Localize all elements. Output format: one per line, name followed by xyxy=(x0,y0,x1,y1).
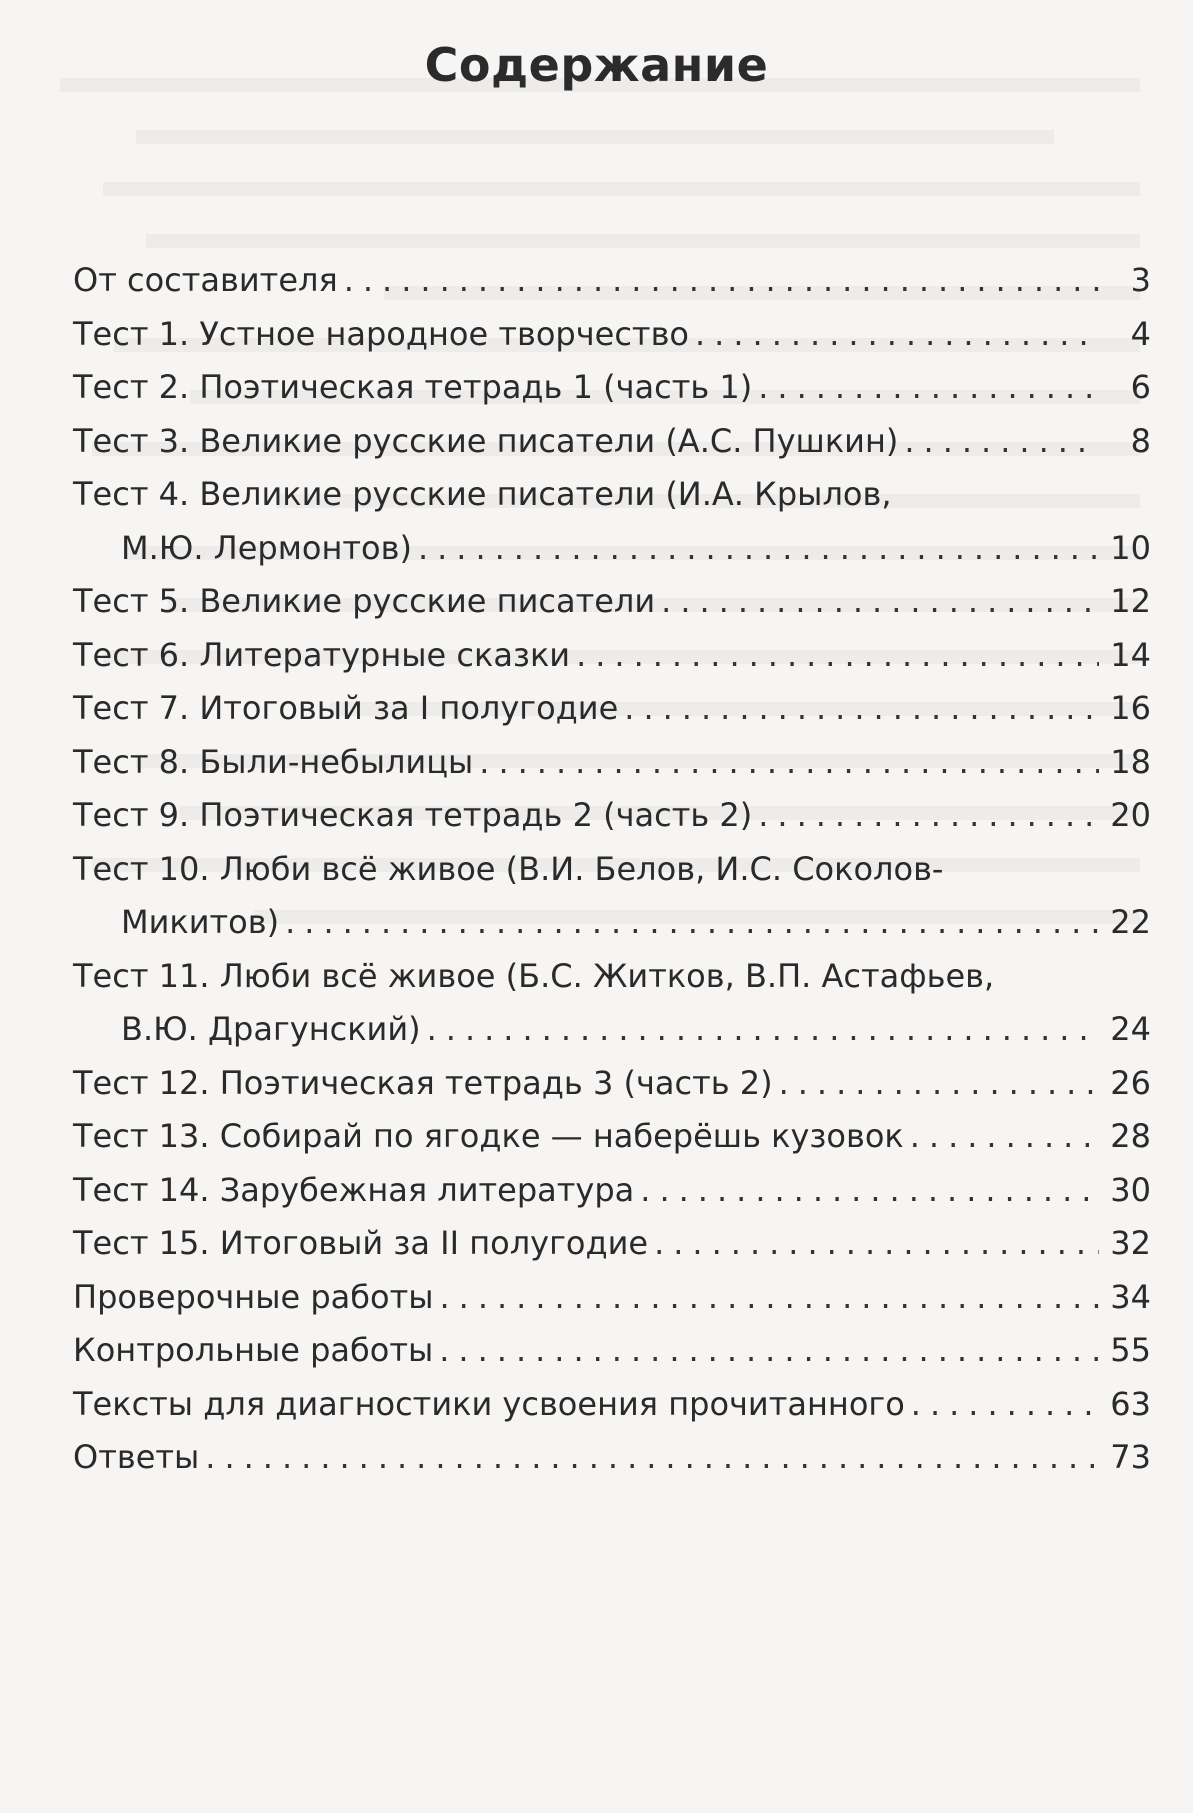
toc-entry-title: Тест 12. Поэтическая тетрадь 3 (часть 2) xyxy=(73,1063,773,1102)
toc-entry[interactable] xyxy=(73,415,1151,469)
dot-leader xyxy=(205,1431,1099,1485)
toc-entry-title-line: Тест 4. Великие русские писатели (И.А. Крылов, xyxy=(73,475,892,513)
toc-entry-title: Микитов) xyxy=(121,903,280,941)
toc-entry-title: Контрольные работы xyxy=(73,1331,434,1369)
dot-leader xyxy=(904,415,1099,469)
toc-entry[interactable] xyxy=(73,950,1151,1057)
toc-entry[interactable] xyxy=(73,1271,1151,1325)
toc-entry-title: Тест 2. Поэтическая тетрадь 1 (часть 1) xyxy=(73,368,753,406)
page-title: Содержание xyxy=(424,38,769,92)
toc-entry-page-number: 16 xyxy=(1110,689,1151,727)
dot-leader xyxy=(624,682,1099,736)
dot-leader xyxy=(654,1217,1099,1271)
dot-leader xyxy=(911,1378,1099,1432)
toc-entry-page-number: 22 xyxy=(1110,903,1151,941)
toc-entry[interactable] xyxy=(73,629,1151,683)
toc-entry-title: Тест 1. Устное народное творчество xyxy=(73,314,689,353)
toc-entry-title: Тест 5. Великие русские писатели xyxy=(73,582,656,620)
dot-leader xyxy=(695,308,1099,362)
toc-entry-page-number: 4 xyxy=(1130,314,1151,353)
toc-entry-title: Тест 6. Литературные сказки xyxy=(73,635,571,674)
toc-entry[interactable] xyxy=(73,1164,1151,1218)
toc-entry[interactable] xyxy=(73,254,1151,308)
dot-leader xyxy=(344,254,1099,308)
toc-entry-title: В.Ю. Драгунский) xyxy=(121,1010,421,1048)
toc-entry[interactable] xyxy=(73,843,1151,950)
toc-entry-page-number: 12 xyxy=(1110,582,1151,620)
dot-leader xyxy=(439,1324,1099,1378)
toc-entry-page-number: 8 xyxy=(1130,421,1151,460)
toc-entry-page-number: 28 xyxy=(1110,1117,1151,1155)
toc-entry-title: От составителя xyxy=(73,261,338,299)
toc-entry[interactable] xyxy=(73,308,1151,362)
dot-leader xyxy=(779,1057,1099,1111)
toc-entry-page-number: 30 xyxy=(1110,1170,1151,1209)
dot-leader xyxy=(479,736,1099,790)
toc-entry[interactable] xyxy=(73,1431,1151,1485)
toc-entry-page-number: 3 xyxy=(1130,261,1151,299)
toc-entry[interactable] xyxy=(73,1324,1151,1378)
dot-leader xyxy=(285,896,1099,950)
dot-leader xyxy=(418,522,1099,576)
toc-entry-title: Тест 15. Итоговый за II полугодие xyxy=(73,1224,649,1262)
toc-entry-title: Ответы xyxy=(73,1438,200,1476)
toc-entry-page-number: 14 xyxy=(1110,635,1151,674)
dot-leader xyxy=(758,789,1099,843)
toc-entry[interactable] xyxy=(73,736,1151,790)
toc-entry-title-line: Тест 10. Люби всё живое (В.И. Белов, И.С. Соколов- xyxy=(73,849,944,888)
toc-entry-title: Проверочные работы xyxy=(73,1277,434,1316)
dot-leader xyxy=(576,629,1099,683)
toc-entry-title: Тест 8. Были-небылицы xyxy=(73,742,474,781)
toc-entry-page-number: 55 xyxy=(1110,1331,1151,1369)
toc-entry[interactable] xyxy=(73,682,1151,736)
toc-entry[interactable] xyxy=(73,1057,1151,1111)
toc-entry-page-number: 20 xyxy=(1110,796,1151,834)
toc-entry-title: Тексты для диагностики усвоения прочитанного xyxy=(73,1384,905,1423)
toc-entry-page-number: 73 xyxy=(1110,1438,1151,1476)
toc-entry-title: Тест 9. Поэтическая тетрадь 2 (часть 2) xyxy=(73,796,753,834)
dot-leader xyxy=(439,1271,1099,1325)
toc-entry-page-number: 34 xyxy=(1110,1277,1151,1316)
toc-entry-title: Тест 3. Великие русские писатели (А.С. Пушкин) xyxy=(73,421,899,460)
toc-entry-page-number: 10 xyxy=(1110,528,1151,567)
dot-leader xyxy=(427,1003,1099,1057)
toc-entry[interactable] xyxy=(73,1110,1151,1164)
toc-entry-page-number: 32 xyxy=(1110,1224,1151,1262)
toc-entry-page-number: 26 xyxy=(1110,1063,1151,1102)
toc-entry-page-number: 18 xyxy=(1110,742,1151,781)
toc-entry[interactable] xyxy=(73,789,1151,843)
dot-leader xyxy=(910,1110,1099,1164)
toc-entry-page-number: 6 xyxy=(1130,368,1151,406)
dot-leader xyxy=(661,575,1099,629)
toc-entry-title: Тест 13. Собирай по ягодке — наберёшь кузовок xyxy=(73,1117,904,1155)
toc-entry[interactable] xyxy=(73,575,1151,629)
toc-entry-title-line: Тест 11. Люби всё живое (Б.С. Житков, В.П. Астафьев, xyxy=(73,956,995,995)
toc-entry-title: М.Ю. Лермонтов) xyxy=(121,528,412,567)
toc-entry[interactable] xyxy=(73,361,1151,415)
toc-entry-title: Тест 7. Итоговый за I полугодие xyxy=(73,689,619,727)
dot-leader xyxy=(640,1164,1099,1218)
toc-entry-title: Тест 14. Зарубежная литература xyxy=(73,1170,635,1209)
toc-entry[interactable] xyxy=(73,1217,1151,1271)
toc-entry-page-number: 24 xyxy=(1110,1010,1151,1048)
toc-entry[interactable] xyxy=(73,468,1151,575)
dot-leader xyxy=(758,361,1099,415)
toc-entry[interactable] xyxy=(73,1378,1151,1432)
toc-entry-page-number: 63 xyxy=(1110,1384,1151,1423)
table-of-contents xyxy=(73,254,1151,1485)
